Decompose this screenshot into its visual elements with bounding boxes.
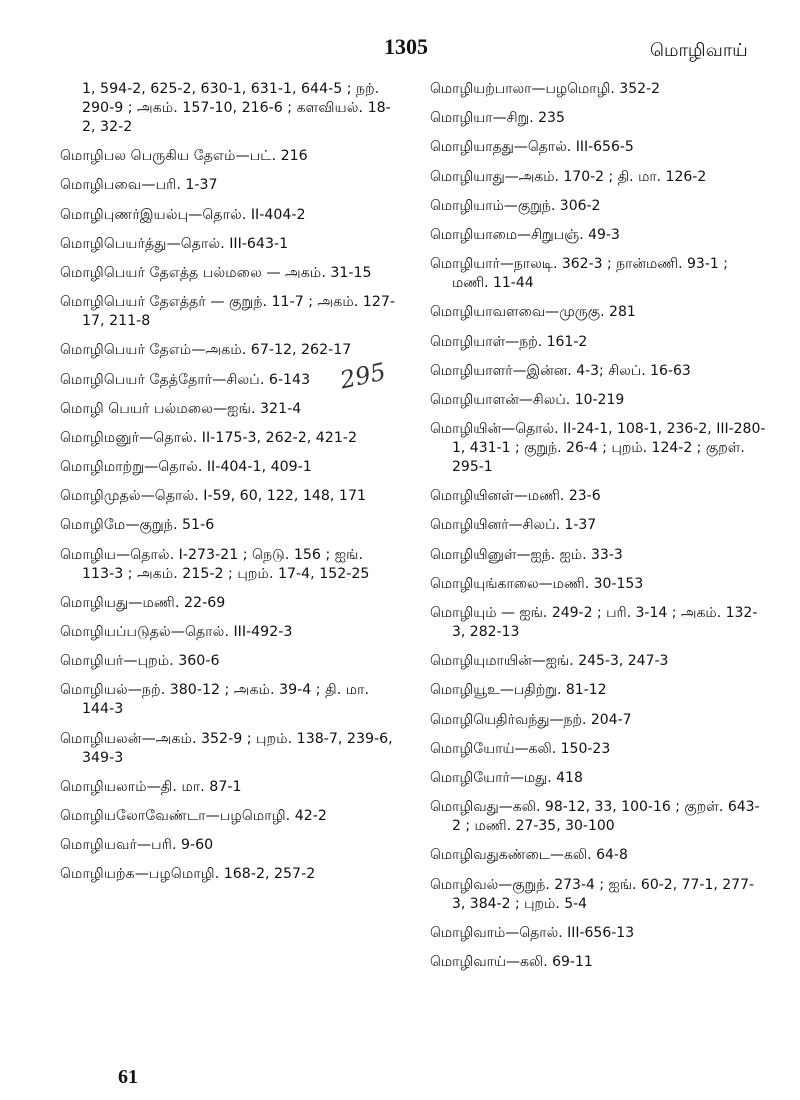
index-entry: மொழியாமை—சிறுபஞ். 49-3: [430, 226, 620, 243]
index-entry: மொழியற்க—பழமொழி. 168-2, 257-2: [60, 866, 316, 883]
index-entry: மொழியுங்காலை—மணி. 30-153: [430, 575, 644, 592]
index-entry: மொழியல்—நற். 380-12 ; அகம். 39-4 ; தி. மா. 144-3: [60, 682, 370, 718]
index-entry: மொழியாளன்—சிலப். 10-219: [430, 391, 625, 408]
index-entry: மொழிபெயர் தேஎத்தர் — குறுந். 11-7 ; அகம். 127-17, 211-8: [60, 294, 395, 330]
index-entry: மொழிவதுகண்டை—கலி. 64-8: [430, 847, 628, 864]
index-entry: மொழியாள்—நற். 161-2: [430, 333, 588, 350]
index-entry: மொழியோய்—கலி. 150-23: [430, 740, 611, 757]
index-entry: மொழிபுணர்இயல்பு—தொல். II-404-2: [60, 206, 306, 223]
index-entry: மொழியற்பாலா—பழமொழி. 352-2: [430, 81, 660, 97]
index-entry: மொழியூஉ—பதிற்று. 81-12: [430, 682, 607, 699]
index-entry: மொழிபல பெருகிய தேஎம்—பட். 216: [60, 148, 308, 165]
index-entry: மொழிவாய்—கலி. 69-11: [430, 953, 593, 970]
index-entry: மொழியலன்—அகம். 352-9 ; புறம். 138-7, 239-6, 349-3: [60, 730, 393, 766]
index-entry: மொழியர்—புறம். 360-6: [60, 653, 220, 670]
index-entry: மொழியது—மணி. 22-69: [60, 594, 226, 611]
index-entry: மொழியாதது—தொல். III-656-5: [430, 139, 634, 156]
index-entry: மொழிபெயர் தேஎத்த பல்மலை — அகம். 31-15: [60, 264, 372, 281]
index-entry: மொழியலோவேண்டா—பழமொழி. 42-2: [60, 807, 327, 824]
index-entry: மொழி பெயர் பல்மலை—ஐங். 321-4: [60, 400, 302, 417]
right-column: [430, 80, 766, 982]
index-entry: மொழியப்படுதல்—தொல். III-492-3: [60, 624, 293, 640]
index-entry: மொழிபெயர்த்து—தொல். III-643-1: [60, 235, 289, 252]
index-entry: மொழியாளர்—இன்ன. 4-3; சிலப். 16-63: [430, 362, 691, 379]
index-entry: மொழியும் — ஐங். 249-2 ; பரி. 3-14 ; அகம். 132-3, 282-13: [430, 605, 758, 640]
index-entry: 1, 594-2, 625-2, 630-1, 631-1, 644-5 ; நற். 290-9 ; அகம். 157-10, 216-6 ; களவியல். 18-2, 32-2: [82, 81, 391, 135]
index-entry: மொழிவாம்—தொல். III-656-13: [430, 924, 635, 941]
signature-number: 61: [118, 1066, 138, 1088]
index-entry: மொழிபெயர் தேத்தோர்—சிலப். 6-143: [60, 371, 311, 388]
index-entry: மொழியாவளவை—முருகு. 281: [430, 304, 636, 321]
index-entry: மொழிமனுர்—தொல். II-175-3, 262-2, 421-2: [60, 429, 358, 446]
index-entry: மொழியோர்—மது. 418: [430, 769, 583, 786]
index-entry: மொழியா—சிறு. 235: [430, 110, 565, 127]
running-head: மொழிவாய்: [650, 40, 748, 61]
index-entry: மொழியினுள்—ஐந். ஐம். 33-3: [430, 546, 623, 563]
index-entry: மொழியுமாயின்—ஐங். 245-3, 247-3: [430, 653, 669, 670]
index-entry: மொழியெதிர்வந்து—நற். 204-7: [430, 711, 632, 728]
index-entry: மொழியவர்—பரி. 9-60: [60, 837, 214, 854]
index-entry: மொழியலாம்—தி. மா. 87-1: [60, 778, 242, 795]
index-entry: மொழிவல்—குறுந். 273-4 ; ஐங். 60-2, 77-1, 277-3, 384-2 ; புறம். 5-4: [430, 876, 755, 912]
index-entry: மொழியினள்—மணி. 23-6: [430, 488, 601, 505]
index-entry: மொழிய—தொல். I-273-21 ; நெடு. 156 ; ஐங். 113-3 ; அகம். 215-2 ; புறம். 17-4, 152-25: [60, 546, 370, 582]
index-entry: மொழிமுதல்—தொல். I-59, 60, 122, 148, 171: [60, 488, 367, 505]
index-entry: மொழிபெயர் தேஎம்—அகம். 67-12, 262-17: [60, 342, 352, 359]
index-entry: மொழிமே—குறுந். 51-6: [60, 517, 215, 534]
index-entry: மொழியினர்—சிலப். 1-37: [430, 517, 597, 534]
page-number: 1305: [384, 34, 428, 59]
index-entry: மொழிவது—கலி. 98-12, 33, 100-16 ; குறள். 643-2 ; மணி. 27-35, 30-100: [430, 799, 760, 835]
index-entry: மொழியாது—அகம். 170-2 ; தி. மா. 126-2: [430, 168, 707, 185]
index-entry: மொழியின்—தொல். II-24-1, 108-1, 236-2, III-280-1, 431-1 ; குறுந். 26-4 ; புறம். 124-2 ; குறள். 295-1: [430, 421, 766, 476]
index-entry: மொழிபவை—பரி. 1-37: [60, 177, 218, 194]
index-entry: மொழிமாற்று—தொல். II-404-1, 409-1: [60, 459, 312, 476]
handwritten-annotation: 295: [337, 357, 389, 395]
index-entry: மொழியார்—நாலடி. 362-3 ; நான்மணி. 93-1 ; மணி. 11-44: [430, 256, 728, 292]
left-column: [60, 80, 398, 895]
index-entry: மொழியாம்—குறுந். 306-2: [430, 197, 601, 214]
